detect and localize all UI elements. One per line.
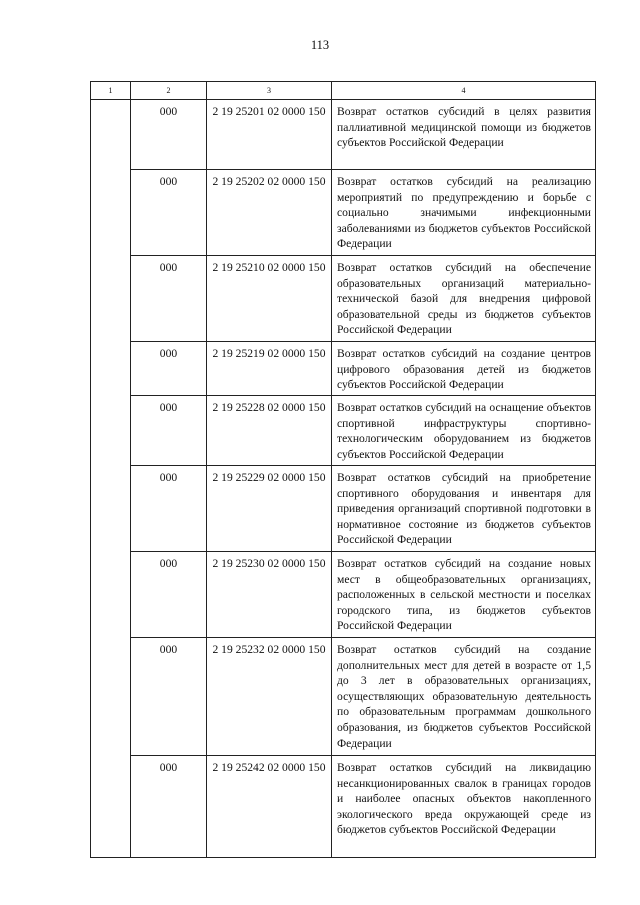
table-row: [91, 256, 596, 342]
admin-code-cell: 000: [131, 100, 207, 170]
income-code-cell: 2 19 25242 02 0000 150: [207, 756, 332, 858]
income-code-cell: 2 19 25219 02 0000 150: [207, 342, 332, 396]
table-header-row: [91, 82, 596, 100]
income-code-cell: 2 19 25201 02 0000 150: [207, 100, 332, 170]
header-col-3: 3: [207, 82, 332, 100]
income-code-cell: 2 19 25230 02 0000 150: [207, 552, 332, 638]
admin-code-cell: 000: [131, 342, 207, 396]
header-col-1: 1: [91, 82, 131, 100]
income-name-cell: Возврат остатков субсидий в целях развития паллиативной медицинской помощи из бюджетов субъектов Российской Федерации: [332, 100, 596, 170]
income-name-cell: Возврат остатков субсидий на ликвидацию несанкционированных свалок в границах городов и наиболее опасных объектов накопленного экологического вреда окружающей среде из бюджетов субъектов Российской Федерации: [332, 756, 596, 858]
admin-code-cell: 000: [131, 396, 207, 466]
table-row: [91, 466, 596, 552]
income-name-cell: Возврат остатков субсидий на приобретение спортивного оборудования и инвентаря для приведения организаций спортивной подготовки в нормативное состояние из бюджетов субъектов Российской Федерации: [332, 466, 596, 552]
table-row: [91, 638, 596, 756]
income-name-cell: Возврат остатков субсидий на оснащение объектов спортивной инфраструктуры спортивно-технологическим оборудованием из бюджетов субъектов Российской Федерации: [332, 396, 596, 466]
income-code-cell: 2 19 25228 02 0000 150: [207, 396, 332, 466]
income-code-cell: 2 19 25202 02 0000 150: [207, 170, 332, 256]
income-name-cell: Возврат остатков субсидий на создание центров цифрового образования детей из бюджетов субъектов Российской Федерации: [332, 342, 596, 396]
table-row: [91, 342, 596, 396]
table-row: [91, 170, 596, 256]
income-name-cell: Возврат остатков субсидий на создание дополнительных мест для детей в возрасте от 1,5 до 3 лет в образовательных организациях, осуществляющих образовательную деятельность по образовательным программам дошкольного образования, из бюджетов субъектов Российской Федерации: [332, 638, 596, 756]
admin-code-cell: 000: [131, 756, 207, 858]
income-code-cell: 2 19 25232 02 0000 150: [207, 638, 332, 756]
table-row: [91, 100, 596, 170]
empty-col-1-cell: [91, 100, 131, 858]
admin-code-cell: 000: [131, 256, 207, 342]
table-row: [91, 552, 596, 638]
budget-classification-table: [90, 81, 596, 858]
header-col-4: 4: [332, 82, 596, 100]
admin-code-cell: 000: [131, 638, 207, 756]
income-name-cell: Возврат остатков субсидий на обеспечение образовательных организаций материально-технической базой для внедрения цифровой образовательной среды из бюджетов субъектов Российской Федерации: [332, 256, 596, 342]
header-col-2: 2: [131, 82, 207, 100]
table-row: [91, 396, 596, 466]
admin-code-cell: 000: [131, 552, 207, 638]
page-number: 113: [310, 38, 330, 52]
income-name-cell: Возврат остатков субсидий на создание новых мест в общеобразовательных организациях, расположенных в сельской местности и поселках городского типа, из бюджетов субъектов Российской Федерации: [332, 552, 596, 638]
income-code-cell: 2 19 25210 02 0000 150: [207, 256, 332, 342]
admin-code-cell: 000: [131, 170, 207, 256]
income-name-cell: Возврат остатков субсидий на реализацию мероприятий по предупреждению и борьбе с социально значимыми инфекционными заболеваниями из бюджетов субъектов Российской Федерации: [332, 170, 596, 256]
income-code-cell: 2 19 25229 02 0000 150: [207, 466, 332, 552]
admin-code-cell: 000: [131, 466, 207, 552]
table-row: [91, 756, 596, 858]
